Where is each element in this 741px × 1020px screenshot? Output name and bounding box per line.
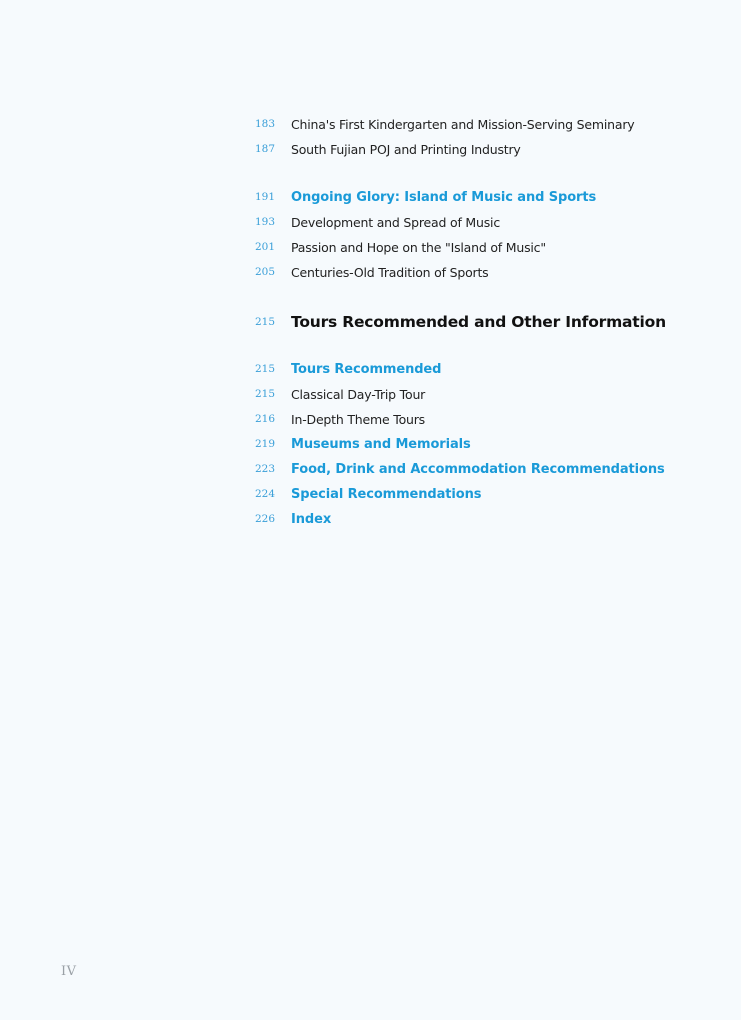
toc-section-title: Tours Recommended [291,361,442,377]
toc-section-food-drink [255,459,665,479]
toc-chapter-title: Tours Recommended and Other Information [291,313,666,331]
toc-section-music-sports [255,187,596,207]
toc-page-number: 223 [255,463,276,475]
toc-entry-day-trip [255,384,425,404]
toc-entry-music-development [255,212,500,232]
toc-entry-theme-tours [255,409,425,429]
toc-entry-sports-tradition [255,262,488,282]
toc-section-museums [255,434,471,454]
page-folio: IV [61,964,77,979]
toc-entry-island-of-music [255,237,546,257]
toc-page-number: 193 [255,216,276,228]
toc-section-title: Ongoing Glory: Island of Music and Sports [291,189,597,205]
toc-entry-title: Development and Spread of Music [291,214,500,230]
toc-section-title: Food, Drink and Accommodation Recommendations [291,461,665,477]
toc-page-number: 215 [255,316,276,328]
toc-entry-title: Centuries-Old Tradition of Sports [291,264,489,280]
toc-section-tours-recommended [255,359,441,379]
toc-page-number: 226 [255,513,276,525]
toc-entry-title: China's First Kindergarten and Mission-Serving Seminary [291,116,635,132]
toc-page-number: 219 [255,438,276,450]
toc-page-number: 187 [255,143,276,155]
toc-entry-title: Classical Day-Trip Tour [291,386,426,402]
toc-page-number: 201 [255,241,276,253]
toc-section-title: Special Recommendations [291,486,482,502]
toc-section-title: Museums and Memorials [291,436,471,452]
toc-entry-poj-printing [255,139,521,159]
toc-section-special [255,484,481,504]
toc-page-number: 183 [255,118,276,130]
toc-chapter-tours-info [255,310,666,334]
toc-entry-title: Passion and Hope on the "Island of Music" [291,239,546,255]
toc-section-title: Index [291,511,332,527]
toc-entry-title: South Fujian POJ and Printing Industry [291,141,521,157]
toc-page-number: 215 [255,388,276,400]
toc-page-number: 224 [255,488,276,500]
toc-entry-kindergarten [255,114,634,134]
toc-page-number: 215 [255,363,276,375]
toc-page-number: 191 [255,191,276,203]
toc-section-index [255,509,331,529]
toc-page-number: 205 [255,266,276,278]
toc-page-number: 216 [255,413,276,425]
toc-entry-title: In-Depth Theme Tours [291,411,425,427]
